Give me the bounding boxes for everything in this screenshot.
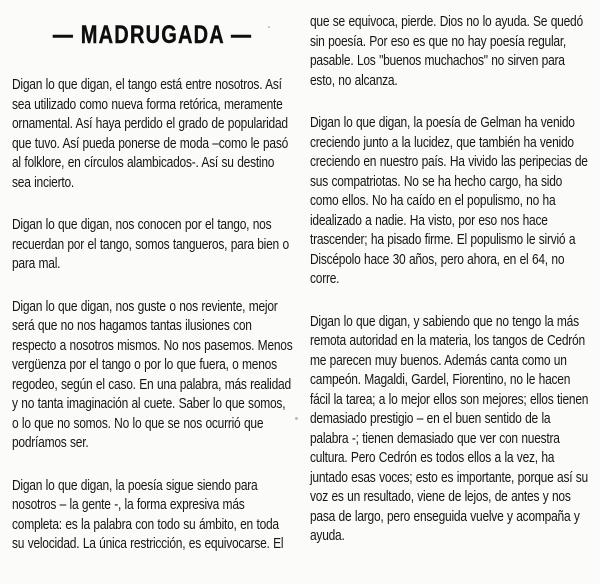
paragraph-no-nos-hagamos-ilusiones: Digan lo que digan, nos guste o nos reviente, mejor será que no nos hagamos tantas ilusiones con respecto a nosotros mismos. No nos pasemos. Menos vergüenza por el tango o por lo que fuera, o menos regodeo, según el caso. En una palabra, más realidad y no tanta imaginación al cuete. Saber lo que somos, o lo que no somos. No lo que se nos ocurrió que podríamos ser. <box>12 297 293 451</box>
paragraph-tangos-de-cedron: Digan lo que digan, y sabiendo que no tengo la más remota autoridad en la materia, los tangos de Cedrón me parecen muy buenos. Además canta como un campeón. Magaldi, Gardel, Fiorentino, no le hacen fácil la tarea; a lo mejor ellos son mejores; ellos tienen demasiado prestigio – en el buen sentido de la palabra -; tienen demasiado que ver con nuestra cultura. Pero Cedrón es todos ellos a la vez, ha juntado esas voces; esto es importante, porque así su voz es un resultado, viene de lejos, de antes y nos pasa de largo, pero enseguida vuelve y acompaña y ayuda. <box>310 312 589 544</box>
scan-artifact-speck <box>268 26 270 28</box>
article-title <box>12 21 293 50</box>
scan-artifact-speck <box>295 417 298 420</box>
paragraph-nos-conocen-por-el-tango: Digan lo que digan, nos conocen por el tango, nos recuerdan por el tango, somos tangueros, para bien o para mal. <box>12 216 289 272</box>
paragraph-el-que-se-equivoca: que se equivoca, pierde. Dios no lo ayuda. Se quedó sin poesía. Por eso es que no hay poesía regular, pasable. Los "buenos muchachos" no sirven para esto, no alcanza. <box>310 13 583 89</box>
right-column <box>310 12 591 584</box>
left-column-content <box>12 21 293 554</box>
left-column <box>12 12 293 584</box>
paragraph-poesia-de-gelman: Digan lo que digan, la poesía de Gelman ha venido creciendo junto a la lucidez, que también ha venido creciendo en nuestro país. Ha vivido las peripecias de sus compatriotas. No se ha hecho cargo, ha sido como ellos. No ha caído en el populismo, no ha idealizado a nadie. Ha visto, por eso nos hace trascender; ha pisado firme. El populismo le sirvió a Discépolo hace 30 años, pero ahora, en el 64, no corre. <box>310 114 588 287</box>
paragraph-la-poesia-sigue-siendo: Digan lo que digan, la poesía sigue siendo para nosotros – la gente -, la forma expresiva más completa: es la palabra con todo su ámbito, en toda su velocidad. La única restricción, es equivocarse. El <box>12 476 284 552</box>
article-title-text: — MADRUGADA — <box>52 21 253 49</box>
right-column-content <box>310 12 591 546</box>
paragraph-tango-entre-nosotros: Digan lo que digan, el tango está entre nosotros. Así sea utilizado como nueva forma retórica, meramente ornamental. Así haya perdido el grado de popularidad que tuvo. Así pueda ponerse de moda –como le pasó al folklore, en círculos alambicados-. Así su destino sea incierto. <box>12 76 289 191</box>
